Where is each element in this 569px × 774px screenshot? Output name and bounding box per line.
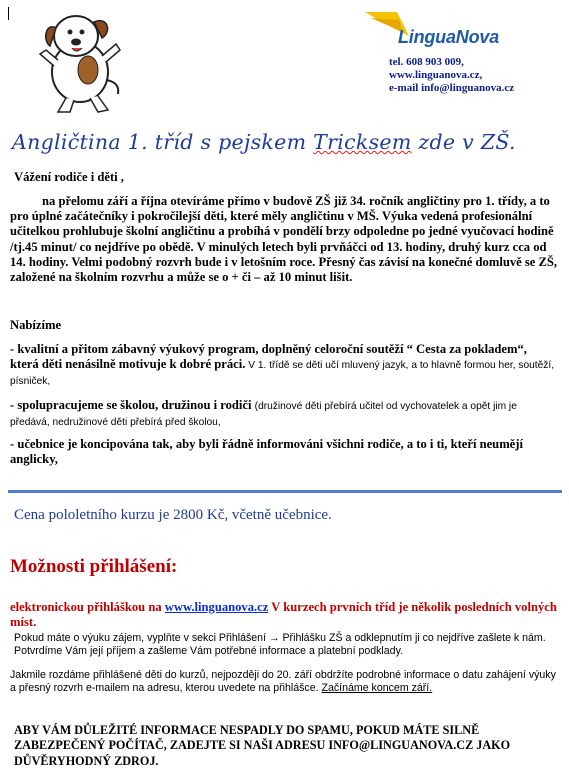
- offer-item: - učebnice je koncipována tak, aby byli řádně informováni všichni rodiče, a to i ti, kteří neumějí anglicky,: [10, 437, 523, 467]
- course-price: Cena pololetního kurzu je 2800 Kč, včetně učebnice.: [14, 507, 332, 523]
- offer-item: - spolupracujeme se školou, družinou i rodiči (družinové děti přebírá učitel od vychovatelek a opět jim je předává, nedružinové děti přebírá před školou,: [10, 398, 517, 429]
- contact-info: [389, 56, 514, 95]
- logo-wordmark: LinguaNova: [398, 27, 500, 47]
- offer-label: Nabízíme: [10, 318, 62, 332]
- intro-paragraph: na přelomu září a října otevíráme přímo v budově ZŠ již 34. ročník angličtiny pro 1. třídy, a to pro úplné začátečníky i pokročilejší děti, které měly angličtinu v MŠ. Výuka vedená profesionální učitelkou prohlubuje školní angličtinu a probíhá v pondělí brzy odpoledne po jedné vyučovací hodině /tj.45 minut/ co nejdříve po obědě. V minulých letech byli prvňáčci od 13. hodiny, druhý kurz cca od 14. hodiny. Velmi podobný rozvrh bude i v letošním roce. Přesný čas závisí na konečné domluvě se ZŠ, založené na školním rozvrhu a může se o + či – až 10 minut lišit.: [10, 194, 558, 285]
- dog-mascot-image: [28, 10, 124, 115]
- page-title: Angličtina 1. tříd s pejskem Tricksem zde v ZŠ.: [12, 130, 516, 154]
- text-cursor: [8, 7, 9, 20]
- spam-warning: ABY VÁM DŮLEŽITÉ INFORMACE NESPADLY DO SPAMU, POKUD MÁTE SILNĚ ZABEZPEČENÝ POČÍTAČ, ZADEJTE SI NAŠI ADRESU INFO@LINGUANOVA.CZ JAKO DŮVĚRYHODNÝ ZDROJ.: [14, 723, 511, 768]
- contact-phone: tel. 608 903 009,: [389, 56, 464, 68]
- divider: [8, 490, 562, 493]
- contact-email[interactable]: e-mail info@linguanova.cz: [389, 82, 515, 94]
- greeting: Vážení rodiče i děti ,: [14, 170, 124, 184]
- registration-online: elektronickou přihláškou na www.linguanova.cz V kurzech prvních tříd je několik posledních volných míst.: [10, 600, 557, 629]
- registration-info: Jakmile rozdáme přihlášené děti do kurzů, nejpozději do 20. září obdržíte podrobné informace o datu zahájení výuky a přesný rozvrh e-mailem na adresu, kterou uvedete na přihlášce. Začínáme koncem září.: [10, 669, 556, 694]
- registration-title: Možnosti přihlášení:: [10, 556, 178, 577]
- website-link[interactable]: www.linguanova.cz: [164, 600, 269, 614]
- offer-item: - kvalitní a přitom zábavný výukový program, doplněný celoroční soutěží “ Cesta za pokladem“, která děti nenásilně motivuje k dobré práci. V 1. třídě se děti učí mluvený jazyk, a to hlavně formou her, soutěží, písniček,: [10, 342, 555, 388]
- registration-instructions: Pokud máte o výuku zájem, vyplňte v sekci Přihlášení → Přihlášku ZŠ a odklepnutím ji co nejdříve zašlete k nám. Potvrdíme Vám její příjem a zašleme Vám potřebné informace a platební podklady.: [14, 632, 546, 657]
- dog-name: Tricksem: [313, 130, 412, 154]
- contact-web[interactable]: www.linguanova.cz,: [389, 69, 483, 81]
